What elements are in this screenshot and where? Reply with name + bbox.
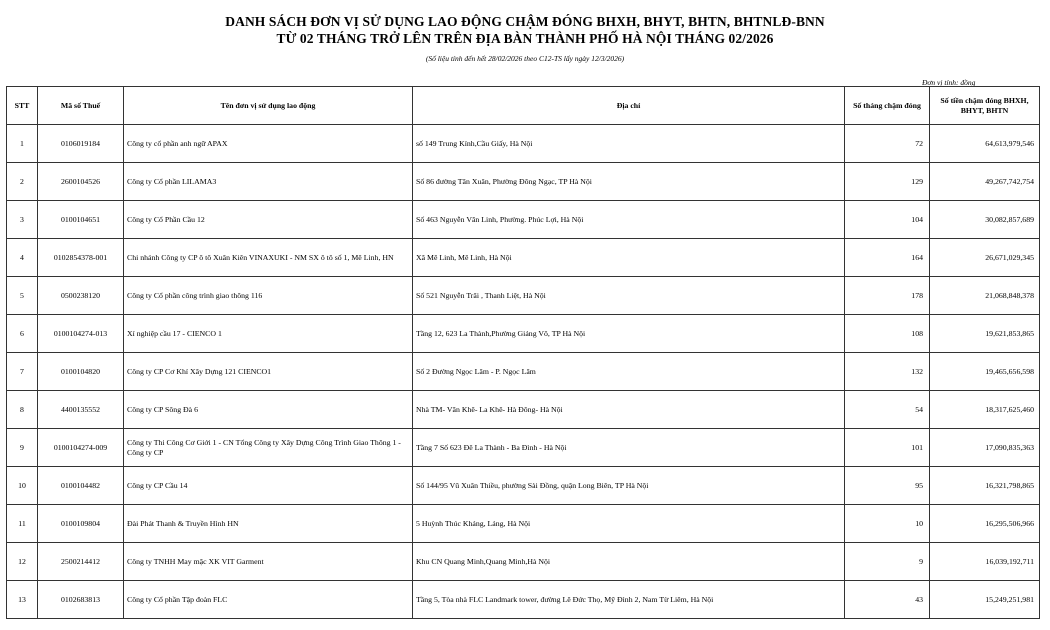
- cell-stt: 12: [7, 543, 38, 581]
- table-row: [7, 315, 1040, 353]
- cell-amount-late: 16,039,192,711: [930, 543, 1040, 581]
- cell-tax-code: 0100104651: [38, 201, 124, 239]
- cell-unit-name: Xí nghiệp cầu 17 - CIENCO 1: [124, 315, 413, 353]
- cell-unit-name: Công ty CP Sông Đà 6: [124, 391, 413, 429]
- cell-stt: 1: [7, 125, 38, 163]
- cell-tax-code: 4400135552: [38, 391, 124, 429]
- cell-stt: 13: [7, 581, 38, 619]
- cell-months-late: 54: [845, 391, 930, 429]
- header-stt: STT: [7, 87, 38, 125]
- table-row: [7, 429, 1040, 467]
- cell-months-late: 10: [845, 505, 930, 543]
- cell-amount-late: 64,613,979,546: [930, 125, 1040, 163]
- cell-unit-name: Công ty Cổ phần công trình giao thông 116: [124, 277, 413, 315]
- cell-address: Số 144/95 Vũ Xuân Thiều, phường Sài Đồng, quận Long Biên, TP Hà Nội: [413, 467, 845, 505]
- cell-months-late: 132: [845, 353, 930, 391]
- table-row: [7, 353, 1040, 391]
- cell-unit-name: Công ty Cổ phần Tập đoàn FLC: [124, 581, 413, 619]
- cell-stt: 11: [7, 505, 38, 543]
- cell-amount-late: 18,317,625,460: [930, 391, 1040, 429]
- table-row: [7, 391, 1040, 429]
- cell-amount-late: 26,671,029,345: [930, 239, 1040, 277]
- cell-address: Tầng 5, Tòa nhà FLC Landmark tower, đường Lê Đức Thọ, Mỹ Đình 2, Nam Từ Liêm, Hà Nội: [413, 581, 845, 619]
- cell-stt: 9: [7, 429, 38, 467]
- cell-tax-code: 2500214412: [38, 543, 124, 581]
- table-row: [7, 277, 1040, 315]
- table-row: [7, 239, 1040, 277]
- cell-tax-code: 0500238120: [38, 277, 124, 315]
- cell-unit-name: Công ty CP Cầu 14: [124, 467, 413, 505]
- cell-unit-name: Công ty TNHH May mặc XK VIT Garment: [124, 543, 413, 581]
- cell-stt: 8: [7, 391, 38, 429]
- cell-tax-code: 0100104820: [38, 353, 124, 391]
- cell-address: Số 521 Nguyễn Trãi , Thanh Liệt, Hà Nội: [413, 277, 845, 315]
- cell-unit-name: Công ty Cổ phần LILAMA3: [124, 163, 413, 201]
- cell-address: Tầng 12, 623 La Thành,Phường Giảng Võ, TP Hà Nội: [413, 315, 845, 353]
- cell-months-late: 129: [845, 163, 930, 201]
- cell-address: Nhà TM- Văn Khê- La Khê- Hà Đông- Hà Nội: [413, 391, 845, 429]
- cell-address: Số 2 Đường Ngọc Lâm - P. Ngọc Lâm: [413, 353, 845, 391]
- cell-stt: 4: [7, 239, 38, 277]
- cell-address: số 149 Trung Kính,Cầu Giấy, Hà Nội: [413, 125, 845, 163]
- cell-tax-code: 0100109804: [38, 505, 124, 543]
- cell-months-late: 164: [845, 239, 930, 277]
- cell-months-late: 108: [845, 315, 930, 353]
- table-row: [7, 125, 1040, 163]
- cell-amount-late: 49,267,742,754: [930, 163, 1040, 201]
- cell-tax-code: 0100104274-009: [38, 429, 124, 467]
- cell-address: Khu CN Quang Minh,Quang Minh,Hà Nội: [413, 543, 845, 581]
- header-address: Địa chỉ: [413, 87, 845, 125]
- cell-amount-late: 15,249,251,981: [930, 581, 1040, 619]
- cell-months-late: 178: [845, 277, 930, 315]
- cell-unit-name: Chi nhánh Công ty CP ô tô Xuân Kiên VINAXUKI - NM SX ô tô số 1, Mê Linh, HN: [124, 239, 413, 277]
- header-tax-code: Mã số Thuế: [38, 87, 124, 125]
- cell-months-late: 43: [845, 581, 930, 619]
- data-source-note: (Số liệu tính đến hết 28/02/2026 theo C12-TS lấy ngày 12/3/2026): [425, 54, 625, 63]
- header-months-late: Số tháng chậm đóng: [845, 87, 930, 125]
- cell-tax-code: 2600104526: [38, 163, 124, 201]
- cell-stt: 3: [7, 201, 38, 239]
- cell-months-late: 9: [845, 543, 930, 581]
- cell-stt: 5: [7, 277, 38, 315]
- table-row: [7, 467, 1040, 505]
- header-amount-late: Số tiền chậm đóng BHXH, BHYT, BHTN: [930, 87, 1040, 125]
- cell-stt: 7: [7, 353, 38, 391]
- cell-address: Số 86 đường Tân Xuân, Phường Đông Ngạc, TP Hà Nội: [413, 163, 845, 201]
- table-row: [7, 505, 1040, 543]
- cell-amount-late: 30,082,857,689: [930, 201, 1040, 239]
- cell-amount-late: 21,068,848,378: [930, 277, 1040, 315]
- cell-unit-name: Công ty cổ phần anh ngữ APAX: [124, 125, 413, 163]
- table-row: [7, 581, 1040, 619]
- cell-months-late: 95: [845, 467, 930, 505]
- cell-tax-code: 0100104482: [38, 467, 124, 505]
- cell-months-late: 72: [845, 125, 930, 163]
- cell-unit-name: Đài Phát Thanh & Truyền Hình HN: [124, 505, 413, 543]
- cell-amount-late: 19,465,656,598: [930, 353, 1040, 391]
- table-row: [7, 201, 1040, 239]
- cell-address: 5 Huỳnh Thúc Kháng, Láng, Hà Nội: [413, 505, 845, 543]
- cell-unit-name: Công ty Thi Công Cơ Giới 1 - CN Tổng Công ty Xây Dựng Công Trình Giao Thông 1 - Công ty CP: [124, 429, 413, 467]
- cell-amount-late: 17,090,835,363: [930, 429, 1040, 467]
- cell-tax-code: 0102854378-001: [38, 239, 124, 277]
- cell-months-late: 104: [845, 201, 930, 239]
- document-subtitle: TỪ 02 THÁNG TRỞ LÊN TRÊN ĐỊA BÀN THÀNH PHỐ HÀ NỘI THÁNG 02/2026: [276, 31, 774, 46]
- cell-tax-code: 0102683813: [38, 581, 124, 619]
- cell-stt: 6: [7, 315, 38, 353]
- cell-address: Số 463 Nguyễn Văn Linh, Phường. Phúc Lợi, Hà Nội: [413, 201, 845, 239]
- document-title: DANH SÁCH ĐƠN VỊ SỬ DỤNG LAO ĐỘNG CHẬM ĐÓNG BHXH, BHYT, BHTN, BHTNLĐ-BNN: [225, 14, 825, 29]
- cell-address: Xã Mê Linh, Mê Linh, Hà Nội: [413, 239, 845, 277]
- table-header-row: [7, 87, 1040, 125]
- currency-unit-label: Đơn vị tính: đồng: [922, 78, 976, 87]
- cell-months-late: 101: [845, 429, 930, 467]
- cell-stt: 2: [7, 163, 38, 201]
- cell-unit-name: Công ty Cổ Phần Cầu 12: [124, 201, 413, 239]
- table-row: [7, 543, 1040, 581]
- cell-unit-name: Công ty CP Cơ Khí Xây Dựng 121 CIENCO1: [124, 353, 413, 391]
- table-row: [7, 163, 1040, 201]
- cell-address: Tầng 7 Số 623 Đê La Thành - Ba Đình - Hà Nội: [413, 429, 845, 467]
- cell-amount-late: 19,621,853,865: [930, 315, 1040, 353]
- cell-tax-code: 0100104274-013: [38, 315, 124, 353]
- cell-amount-late: 16,295,506,966: [930, 505, 1040, 543]
- cell-tax-code: 0106019184: [38, 125, 124, 163]
- cell-stt: 10: [7, 467, 38, 505]
- cell-amount-late: 16,321,798,865: [930, 467, 1040, 505]
- late-payers-table: [6, 86, 1040, 619]
- header-unit-name: Tên đơn vị sử dụng lao động: [124, 87, 413, 125]
